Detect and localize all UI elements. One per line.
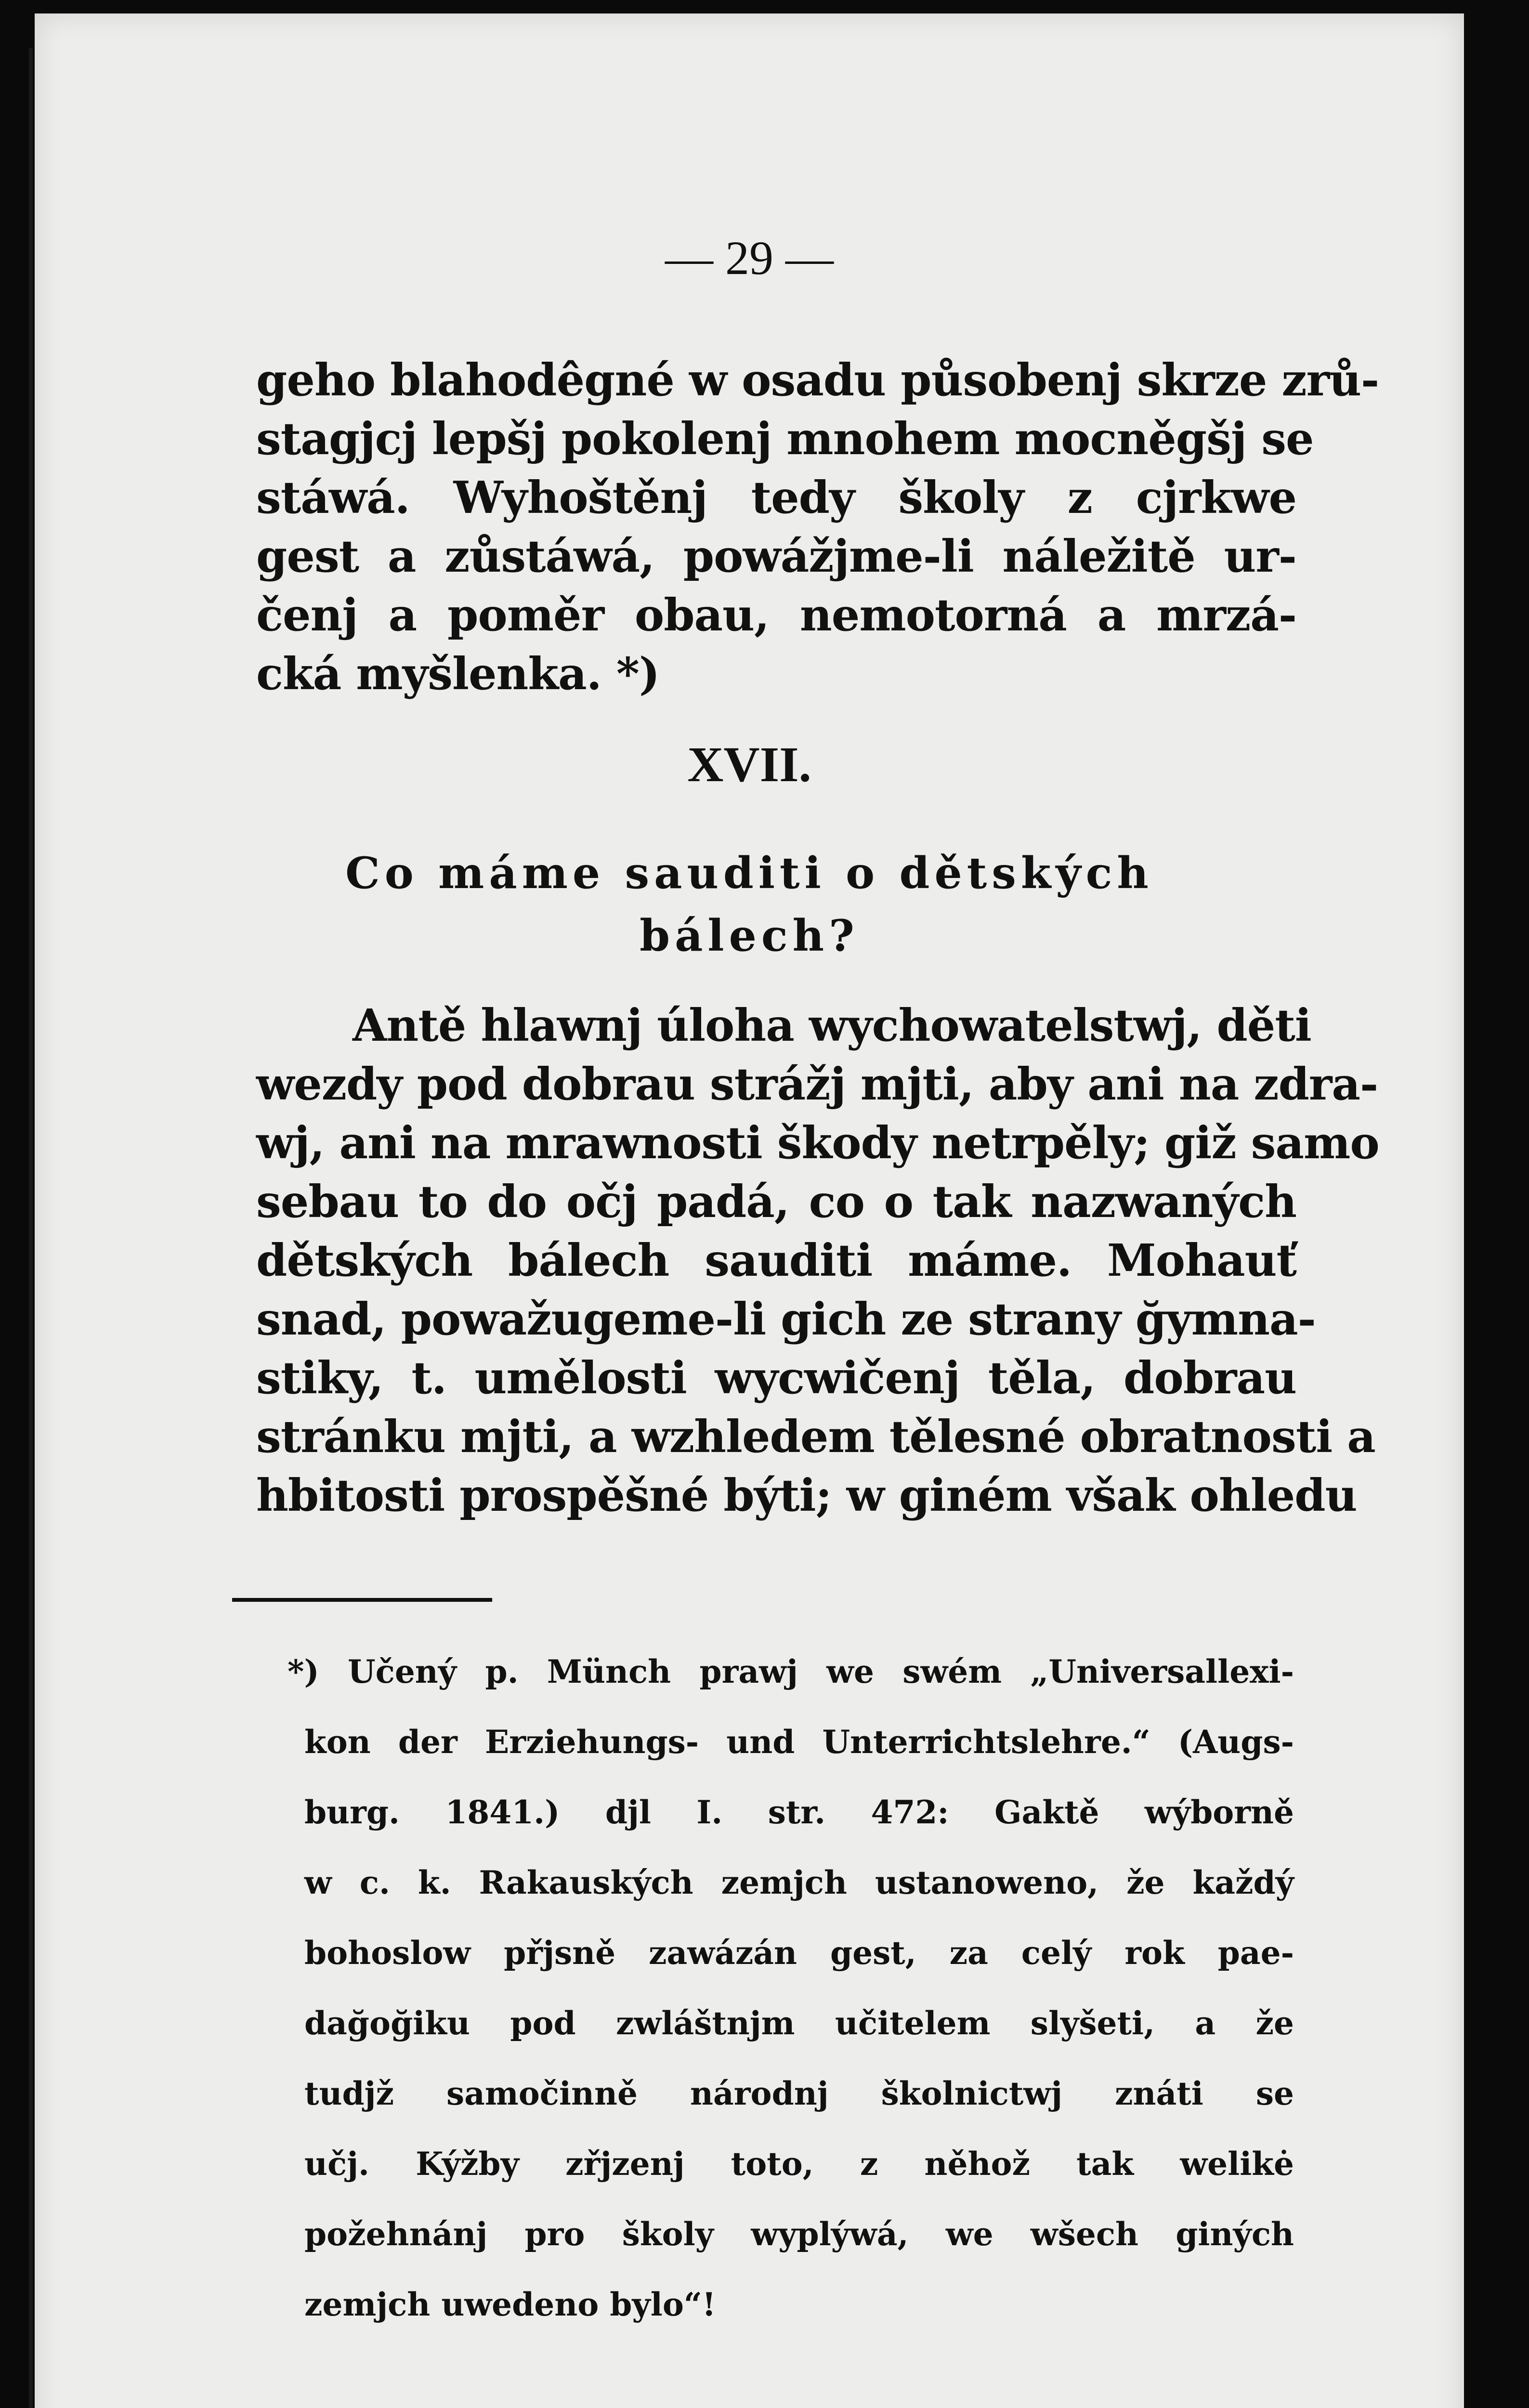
text-line: sebau to do očj padá, co o tak nazwaných <box>256 1176 1296 1228</box>
section-title <box>35 842 1464 967</box>
footnote-line: tudjž samočinně národnj školnictwj znáti se <box>304 2075 1294 2112</box>
body-text-main <box>256 996 1379 1525</box>
body-text-top <box>256 351 1379 703</box>
binding-edge <box>29 48 33 2408</box>
section-title-line: bálech? <box>640 910 859 961</box>
footnote-line: w c. k. Rakauských zemjch ustanoweno, že každý <box>304 1864 1294 1901</box>
footnote-line: požehnánj pro školy wyplýwá, we wšech giných <box>304 2215 1294 2253</box>
section-title-line: Co máme sauditi o dětských <box>345 848 1153 899</box>
footnote-line: kon der Erziehungs- und Unterrichtslehre.“ (Augs- <box>304 1723 1294 1761</box>
footnote-separator <box>232 1598 492 1602</box>
text-line: čenj a poměr obau, nemotorná a mrzá- <box>256 589 1296 641</box>
text-line: wj, ani na mrawnosti škody netrpěly; giž samo <box>256 1117 1379 1169</box>
text-line: dětských bálech sauditi máme. Mohauť <box>256 1234 1296 1286</box>
text-line: stáwá. Wyhoštěnj tedy školy z cjrkwe <box>256 471 1296 523</box>
text-line: stagjcj lepšj pokolenj mnohem mocněgšj se <box>256 413 1314 465</box>
footnote-line: burg. 1841.) djl I. str. 472: Gaktě wýborně <box>304 1793 1294 1831</box>
text-line: gest a zůstáwá, powážjme-li náležitě ur- <box>256 530 1296 582</box>
section-number: XVII. <box>687 737 811 792</box>
footnote-line: dağoğiku pod zwláštnjm učitelem slyšeti, a že <box>304 2004 1294 2042</box>
page-number: — 29 — <box>665 231 834 285</box>
text-line: stránku mjti, a wzhledem tělesné obratnosti a <box>256 1411 1375 1463</box>
text-line: geho blahodêgné w osadu působenj skrze zrů- <box>256 354 1379 406</box>
footnote-line: učj. Kýžby zřjzenj toto, z něhož tak welikė <box>304 2145 1294 2183</box>
text-line: stiky, t. umělosti wycwičenj těla, dobrau <box>256 1352 1296 1404</box>
footnote-line: *) Učený p. Münch prawj we swém „Universallexi- <box>288 1653 1294 1690</box>
footnote-line: bohoslow přjsně zawázán gest, za celý rok pae- <box>304 1934 1294 1972</box>
text-line: Antě hlawnj úloha wychowatelstwj, děti <box>353 999 1311 1051</box>
footnote <box>288 1636 1294 2340</box>
text-line: hbitosti prospěšné býti; w giném však ohledu <box>256 1469 1357 1521</box>
text-line: snad, powažugeme-li gich ze strany ğymna- <box>256 1293 1316 1345</box>
book-page <box>35 13 1464 2408</box>
footnote-line: zemjch uwedeno bylo“! <box>304 2286 716 2323</box>
text-line: cká myšlenka. *) <box>256 648 660 700</box>
text-line: wezdy pod dobrau strážj mjti, aby ani na zdra- <box>256 1058 1378 1110</box>
